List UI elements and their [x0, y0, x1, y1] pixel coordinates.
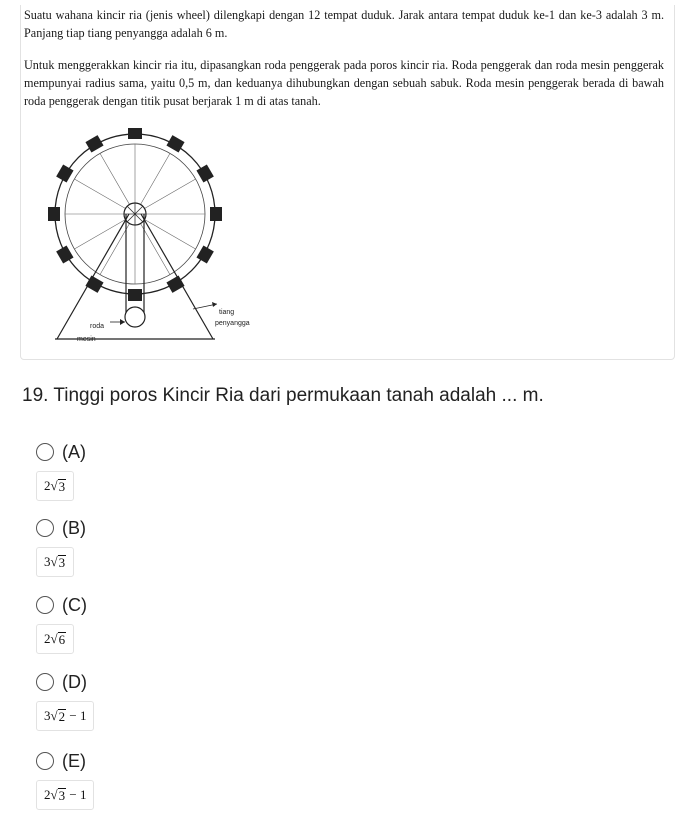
option-label: (D): [62, 671, 87, 692]
top-edge: [0, 0, 677, 5]
radio-button[interactable]: [36, 596, 54, 614]
label-roda-mesin-line2: mesin: [77, 336, 96, 343]
radio-button[interactable]: [36, 519, 54, 537]
option-b[interactable]: [36, 517, 86, 577]
option-c[interactable]: [36, 594, 87, 654]
option-e[interactable]: [36, 750, 94, 810]
seat: [128, 289, 142, 301]
radio-button[interactable]: [36, 752, 54, 770]
problem-paragraph-2: Untuk menggerakkan kincir ria itu, dipasangkan roda penggerak pada poros kincir ria. Roda penggerak dan roda mesin penggerak mempunyai radius sama, yaitu 0,5 m, dan keduanya dihubungkan dengan sebuah sabuk. Roda mesin penggerak berada di bawah roda penggerak dengan titik pusat berjarak 1 m di atas tanah.: [24, 58, 664, 108]
option-label: (C): [62, 594, 87, 615]
answer-expression[interactable]: 3 √ 2 − 1: [36, 701, 94, 731]
answer-expression[interactable]: 2 √ 6: [36, 624, 74, 654]
label-roda-mesin-line1: roda: [90, 323, 105, 330]
option-d[interactable]: [36, 671, 94, 731]
seat: [210, 207, 222, 221]
radio-button[interactable]: [36, 443, 54, 461]
answer-expression[interactable]: 2 √ 3: [36, 471, 74, 501]
problem-paragraph-1: Suatu wahana kincir ria (jenis wheel) dilengkapi dengan 12 tempat duduk. Jarak antara tempat duduk ke-1 dan ke-3 adalah 3 m. Panjang tiap tiang penyangga adalah 6 m.: [24, 8, 664, 40]
seat: [128, 128, 142, 139]
answer-expression[interactable]: 2 √ 3 − 1: [36, 780, 94, 810]
answer-expression[interactable]: 3 √ 3: [36, 547, 74, 577]
label-tiang-line2: penyangga: [215, 320, 250, 327]
option-label: (B): [62, 517, 86, 538]
label-tiang-line1: tiang: [219, 309, 235, 316]
seat: [48, 207, 60, 221]
option-label: (E): [62, 750, 86, 771]
ferris-wheel-figure: [30, 128, 290, 353]
question-text: 19. Tinggi poros Kincir Ria dari permukaan tanah adalah ... m.: [22, 385, 544, 406]
option-label: (A): [62, 441, 86, 462]
radio-button[interactable]: [36, 673, 54, 691]
option-a[interactable]: [36, 441, 86, 501]
